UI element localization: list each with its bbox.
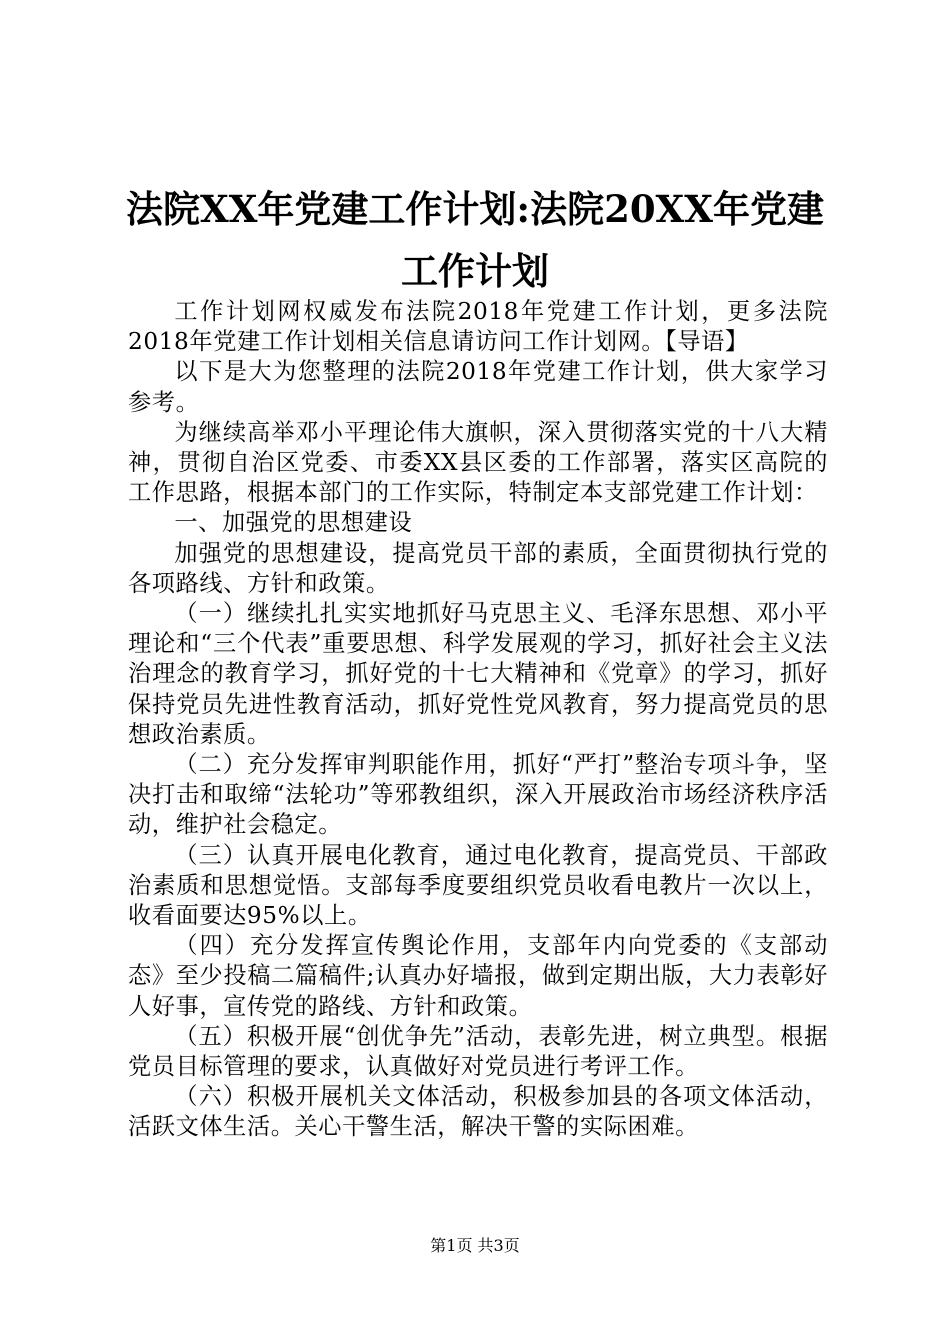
- paragraph: 工作计划网权威发布法院2018年党建工作计划，更多法院2018年党建工作计划相关信息请访问工作计划网。【导语】: [128, 298, 828, 356]
- page-footer: 第1页 共3页: [430, 1236, 520, 1255]
- paragraph: 为继续高举邓小平理论伟大旗帜，深入贯彻落实党的十八大精神，贯彻自治区党委、市委XX县区委的工作部署，落实区高院的工作思路，根据本部门的工作实际，特制定本支部党建工作计划：: [128, 418, 828, 507]
- paragraph: （六）积极开展机关文体活动，积极参加县的各项文体活动，活跃文体生活。关心干警生活，解决干警的实际困难。: [128, 1083, 828, 1141]
- document-title: 法院XX年党建工作计划:法院20XX年党建工作计划: [126, 187, 824, 293]
- paragraph: 加强党的思想建设，提高党员干部的素质，全面贯彻执行党的各项路线、方针和政策。: [128, 539, 828, 597]
- paragraph: （一）继续扎扎实实地抓好马克思主义、毛泽东思想、邓小平理论和“三个代表”重要思想、科学发展观的学习，抓好社会主义法治理念的教育学习，抓好党的十七大精神和《党章》的学习，抓好保持党员先进性教育活动，抓好党性党风教育，努力提高党员的思想政治素质。: [128, 600, 828, 748]
- paragraph: （五）积极开展“创优争先”活动，表彰先进，树立典型。根据党员目标管理的要求，认真做好对党员进行考评工作。: [128, 1022, 828, 1081]
- paragraph: 以下是大为您整理的法院2018年党建工作计划，供大家学习参考。: [128, 358, 828, 416]
- document-body: [128, 297, 828, 1143]
- paragraph: （四）充分发挥宣传舆论作用，支部年内向党委的《支部动态》至少投稿二篇稿件;认真办好墙报，做到定期出版，大力表彰好人好事，宣传党的路线、方针和政策。: [128, 932, 828, 1020]
- paragraph: （三）认真开展电化教育，通过电化教育，提高党员、干部政治素质和思想觉悟。支部每季度要组织党员收看电教片一次以上，收看面要达95%以上。: [128, 841, 828, 930]
- section-heading: 一、加强党的思想建设: [174, 509, 413, 537]
- paragraph: （二）充分发挥审判职能作用，抓好“严打”整治专项斗争，坚决打击和取缔“法轮功”等邪教组织，深入开展政治市场经济秩序活动，维护社会稳定。: [128, 751, 828, 839]
